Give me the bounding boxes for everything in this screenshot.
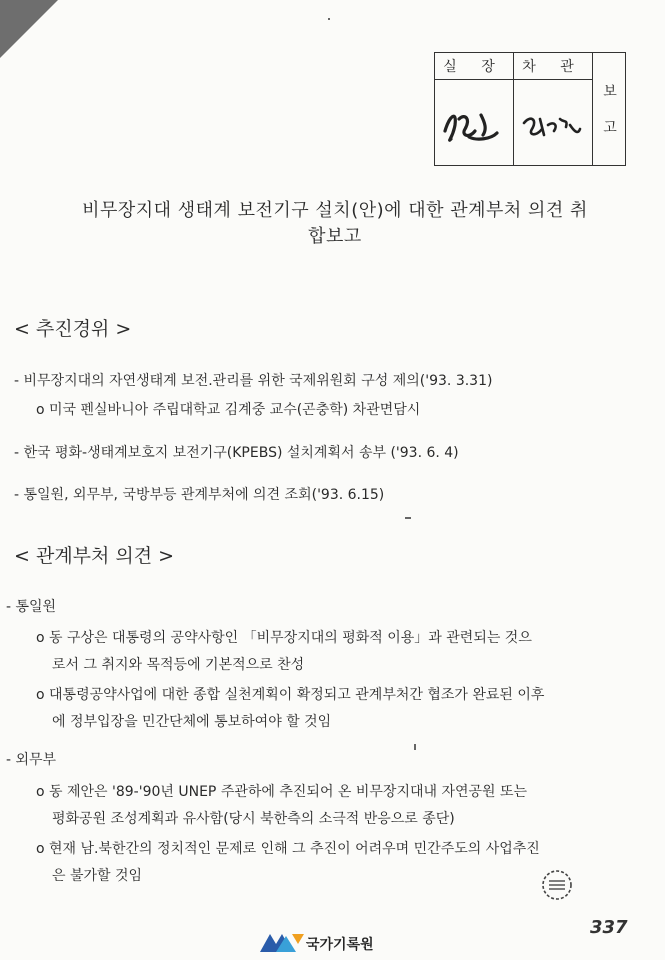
- document-title: 비무장지대 생태계 보전기구 설치(안)에 대한 관계부처 의견 취합보고: [82, 200, 588, 247]
- side-label-2: 고: [603, 120, 617, 136]
- approval-header-director: 실 장: [435, 53, 514, 80]
- scan-mark: [405, 517, 411, 519]
- signature-scribble-1: [435, 79, 513, 165]
- text-line: 은 불가할 것임: [52, 868, 143, 884]
- corner-shadow: [0, 0, 58, 58]
- text-line: - 통일원, 외무부, 국방부등 관계부처에 의견 조회('93. 6.15): [14, 487, 385, 503]
- text-line: o 현재 남.북한간의 정치적인 문제로 인해 그 추진이 어려우며 민간주도의 사업추진: [36, 841, 540, 857]
- page-number: 337: [590, 917, 628, 938]
- signature-scribble-2: [514, 79, 592, 165]
- text-line: 에 정부입장을 민간단체에 통보하여야 할 것임: [52, 714, 332, 730]
- text-line: o 동 구상은 대통령의 공약사항인 「비무장지대의 평화적 이용」과 관련되는 것으: [36, 630, 532, 646]
- scan-mark: [414, 744, 416, 750]
- text-line: - 한국 평화-생태계보호지 보전기구(KPEBS) 설치계획서 송부 ('93. 6. 4): [14, 445, 459, 461]
- section-heading-opinions: < 관계부처 의견 >: [14, 545, 175, 567]
- scan-mark: [328, 18, 330, 20]
- text-line: o 동 제안은 '89-'90년 UNEP 주관하에 추진되어 온 비무장지대내 자연공원 또는: [36, 784, 528, 800]
- approval-side-label: [595, 53, 625, 165]
- national-archives-logo-icon: [258, 928, 306, 956]
- logo-text: 국가기록원: [306, 937, 374, 953]
- text-line: - 비무장지대의 자연생태계 보전.관리를 위한 국제위원회 구성 제의('93. 3.31): [14, 373, 493, 389]
- section-heading-background: < 추진경위 >: [14, 318, 132, 340]
- text-line: 로서 그 취지와 목적등에 기본적으로 찬성: [52, 657, 305, 673]
- approval-header-vice-minister: 차 관: [514, 53, 593, 80]
- text-line: - 외무부: [6, 752, 57, 768]
- approval-box: [434, 52, 626, 166]
- text-line: 평화공원 조성계획과 유사함(당시 북한측의 소극적 반응으로 종단): [52, 811, 455, 827]
- text-line: o 대통령공약사업에 대한 종합 실천계획이 확정되고 관계부처간 협조가 완료된 이후: [36, 687, 545, 703]
- text-line: o 미국 펜실바니아 주립대학교 김계중 교수(곤충학) 차관면담시: [36, 402, 421, 418]
- vice-minister-signature: [514, 79, 593, 165]
- text-line: - 통일원: [6, 599, 57, 615]
- side-label-1: 보: [603, 84, 617, 100]
- circular-stamp: [540, 868, 574, 902]
- director-signature: [435, 79, 514, 165]
